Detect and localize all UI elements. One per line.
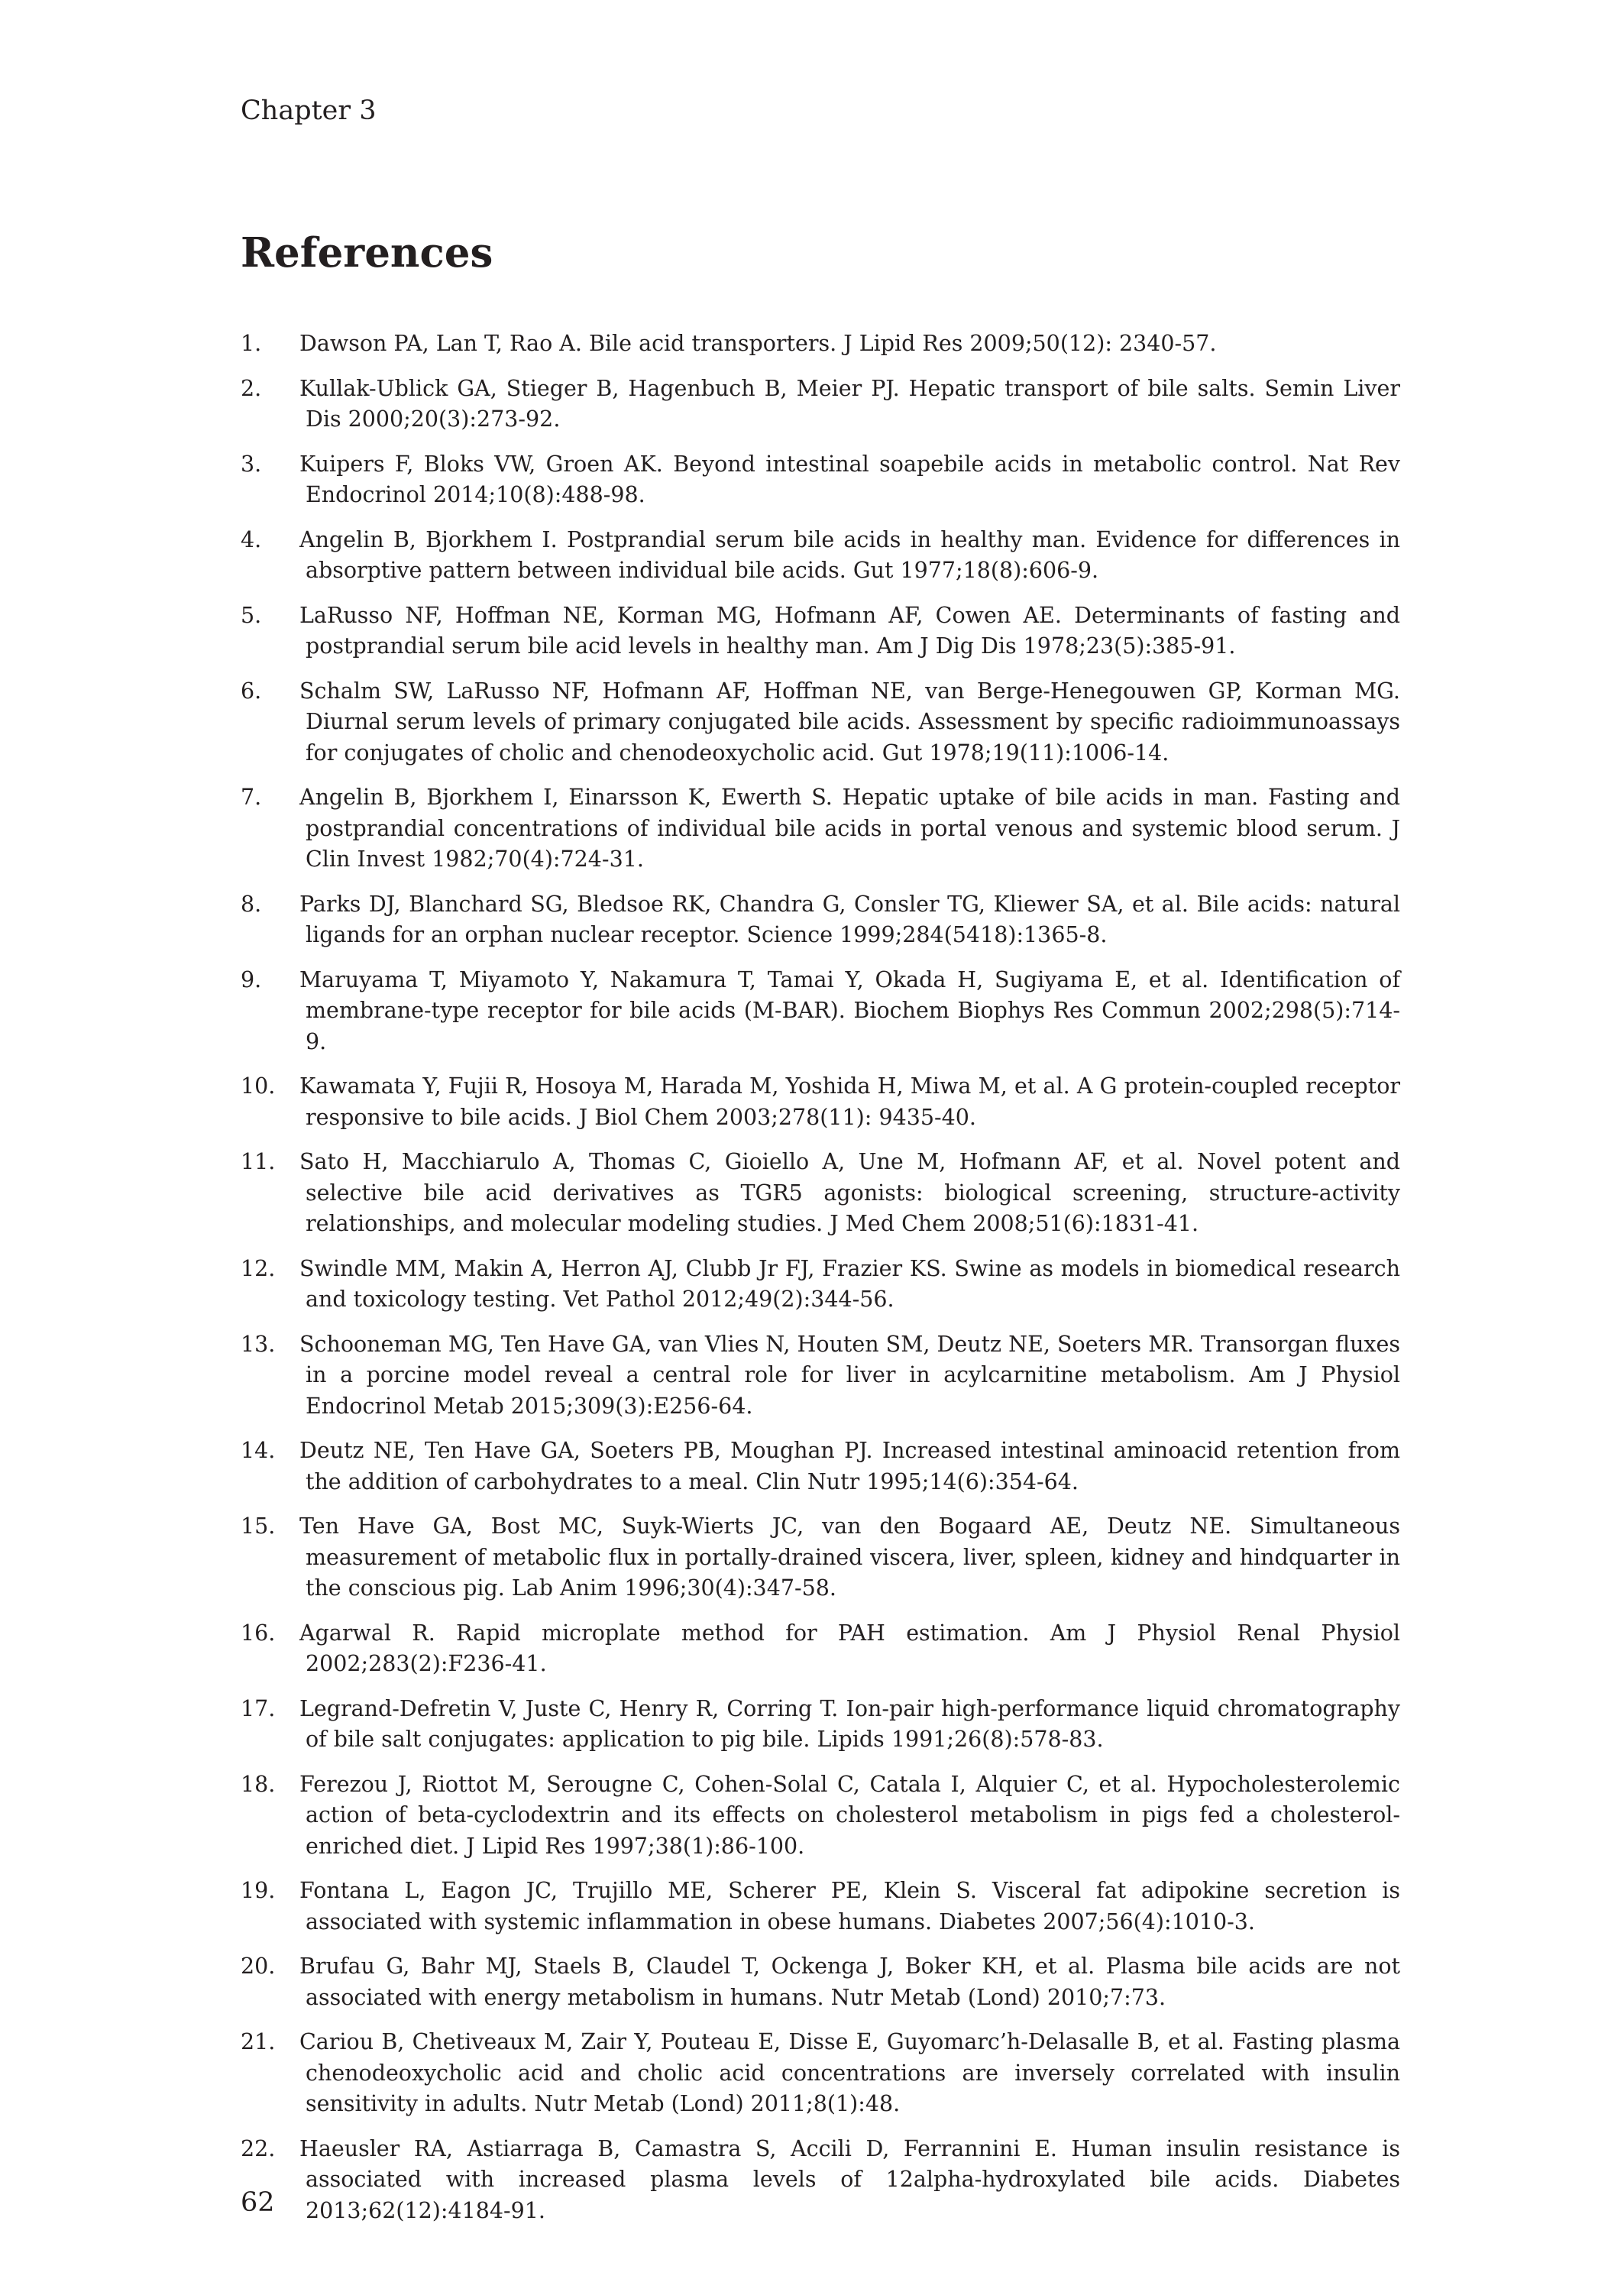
reference-text: Ferezou J, Riottot M, Serougne C, Cohen-Solal C, Catala I, Alquier C, et al. Hypocholesterolemic action of beta-cyclodextrin and its effects on cholesterol metabolism in pigs fed a cholesterol-enriched diet. J Lipid Res 1997;38(1):86-100. [299, 1771, 1400, 1859]
reference-number: 16. [241, 1620, 276, 1646]
reference-text: Angelin B, Bjorkhem I, Einarsson K, Ewerth S. Hepatic uptake of bile acids in man. Fasting and postprandial concentrations of individual bile acids in portal venous and systemic blood serum. J Clin Invest 1982;70(4):724-31. [299, 785, 1400, 872]
reference-number: 4. [241, 526, 262, 552]
reference-text: Sato H, Macchiarulo A, Thomas C, Gioiello A, Une M, Hofmann AF, et al. Novel potent and selective bile acid derivatives as TGR5 agonists: biological screening, structure-activity relationships, and molecular modeling studies. J Med Chem 2008;51(6):1831-41. [299, 1149, 1400, 1236]
reference-text: Kullak-Ublick GA, Stieger B, Hagenbuch B, Meier PJ. Hepatic transport of bile salts. Semin Liver Dis 2000;20(3):273-92. [299, 375, 1400, 432]
reference-item [241, 1769, 1400, 1863]
reference-number: 18. [241, 1771, 276, 1797]
reference-item [241, 1071, 1400, 1133]
page-number: 62 [241, 2187, 275, 2218]
reference-item [241, 525, 1400, 587]
reference-item [241, 1876, 1400, 1938]
reference-number: 22. [241, 2135, 276, 2161]
reference-text: Dawson PA, Lan T, Rao A. Bile acid transporters. J Lipid Res 2009;50(12): 2340-57. [299, 331, 1217, 356]
reference-number: 17. [241, 1695, 276, 1721]
reference-text: Kawamata Y, Fujii R, Hosoya M, Harada M, Yoshida H, Miwa M, et al. A G protein-coupled receptor responsive to bile acids. J Biol Chem 2003;278(11): 9435-40. [299, 1073, 1400, 1130]
reference-item [241, 374, 1400, 435]
reference-number: 13. [241, 1331, 276, 1357]
reference-number: 19. [241, 1878, 276, 1903]
reference-text: Haeusler RA, Astiarraga B, Camastra S, Accili D, Ferrannini E. Human insulin resistance is associated with increased plasma levels of 12alpha-hydroxylated bile acids. Diabetes 2013;62(12):4184-91. [299, 2135, 1400, 2223]
reference-number: 15. [241, 1513, 276, 1539]
reference-number: 10. [241, 1073, 276, 1099]
reference-item [241, 1329, 1400, 1423]
reference-text: Ten Have GA, Bost MC, Suyk-Wierts JC, van den Bogaard AE, Deutz NE. Simultaneous measurement of metabolic flux in portally-drained viscera, liver, spleen, kidney and hindquarter in the conscious pig. Lab Anim 1996;30(4):347-58. [299, 1513, 1400, 1601]
reference-item [241, 782, 1400, 876]
reference-item [241, 329, 1400, 360]
reference-item [241, 1618, 1400, 1680]
reference-text: Schalm SW, LaRusso NF, Hofmann AF, Hoffman NE, van Berge-Henegouwen GP, Korman MG. Diurnal serum levels of primary conjugated bile acids. Assessment by specific radioimmunoassays for conjugates of cholic and chenodeoxycholic acid. Gut 1978;19(11):1006-14. [299, 678, 1400, 766]
reference-item [241, 601, 1400, 662]
reference-item [241, 1951, 1400, 2013]
reference-item [241, 1254, 1400, 1316]
reference-text: Parks DJ, Blanchard SG, Bledsoe RK, Chandra G, Consler TG, Kliewer SA, et al. Bile acids: natural ligands for an orphan nuclear receptor. Science 1999;284(5418):1365-8. [299, 891, 1400, 947]
reference-number: 14. [241, 1438, 276, 1463]
reference-number: 20. [241, 1954, 276, 1979]
reference-item [241, 449, 1400, 511]
reference-number: 12. [241, 1255, 276, 1281]
reference-number: 1. [241, 331, 262, 356]
reference-text: Agarwal R. Rapid microplate method for PAH estimation. Am J Physiol Renal Physiol 2002;283(2):F236-41. [299, 1620, 1400, 1676]
reference-list [241, 329, 1400, 2240]
reference-text: Kuipers F, Bloks VW, Groen AK. Beyond intestinal soapebile acids in metabolic control. Nat Rev Endocrinol 2014;10(8):488-98. [299, 451, 1400, 507]
reference-item [241, 1511, 1400, 1604]
reference-item [241, 676, 1400, 769]
reference-text: Cariou B, Chetiveaux M, Zair Y, Pouteau E, Disse E, Guyomarc’h-Delasalle B, et al. Fasting plasma chenodeoxycholic acid and cholic acid concentrations are inversely correlated with insulin sensitivity in adults. Nutr Metab (Lond) 2011;8(1):48. [299, 2029, 1400, 2116]
reference-number: 3. [241, 451, 262, 477]
reference-text: LaRusso NF, Hoffman NE, Korman MG, Hofmann AF, Cowen AE. Determinants of fasting and postprandial serum bile acid levels in healthy man. Am J Dig Dis 1978;23(5):385-91. [299, 602, 1400, 659]
reference-item [241, 889, 1400, 951]
reference-item [241, 1436, 1400, 1497]
reference-item [241, 2134, 1400, 2227]
reference-text: Maruyama T, Miyamoto Y, Nakamura T, Tamai Y, Okada H, Sugiyama E, et al. Identification of membrane-type receptor for bile acids (M-BAR). Biochem Biophys Res Commun 2002;298(5):714-9. [299, 966, 1400, 1054]
reference-number: 11. [241, 1149, 276, 1174]
reference-number: 8. [241, 891, 262, 917]
running-head: Chapter 3 [241, 96, 377, 126]
reference-item [241, 1694, 1400, 1756]
reference-item [241, 965, 1400, 1058]
reference-number: 9. [241, 966, 262, 992]
reference-item [241, 2027, 1400, 2120]
reference-text: Fontana L, Eagon JC, Trujillo ME, Scherer PE, Klein S. Visceral fat adipokine secretion is associated with systemic inflammation in obese humans. Diabetes 2007;56(4):1010-3. [299, 1878, 1400, 1934]
section-title: References [241, 229, 493, 277]
reference-text: Deutz NE, Ten Have GA, Soeters PB, Moughan PJ. Increased intestinal aminoacid retention from the addition of carbohydrates to a meal. Clin Nutr 1995;14(6):354-64. [299, 1438, 1400, 1494]
reference-number: 2. [241, 375, 262, 401]
reference-text: Angelin B, Bjorkhem I. Postprandial serum bile acids in healthy man. Evidence for differences in absorptive pattern between individual bile acids. Gut 1977;18(8):606-9. [299, 526, 1400, 583]
reference-item [241, 1147, 1400, 1240]
reference-text: Brufau G, Bahr MJ, Staels B, Claudel T, Ockenga J, Boker KH, et al. Plasma bile acids are not associated with energy metabolism in humans. Nutr Metab (Lond) 2010;7:73. [299, 1954, 1400, 2010]
reference-text: Swindle MM, Makin A, Herron AJ, Clubb Jr FJ, Frazier KS. Swine as models in biomedical research and toxicology testing. Vet Pathol 2012;49(2):344-56. [299, 1255, 1400, 1312]
reference-text: Legrand-Defretin V, Juste C, Henry R, Corring T. Ion-pair high-performance liquid chromatography of bile salt conjugates: application to pig bile. Lipids 1991;26(8):578-83. [299, 1695, 1400, 1752]
reference-text: Schooneman MG, Ten Have GA, van Vlies N, Houten SM, Deutz NE, Soeters MR. Transorgan fluxes in a porcine model reveal a central role for liver in acylcarnitine metabolism. Am J Physiol Endocrinol Metab 2015;309(3):E256-64. [299, 1331, 1400, 1419]
reference-number: 7. [241, 785, 262, 810]
reference-number: 6. [241, 678, 262, 704]
reference-number: 5. [241, 602, 262, 628]
reference-number: 21. [241, 2029, 276, 2054]
